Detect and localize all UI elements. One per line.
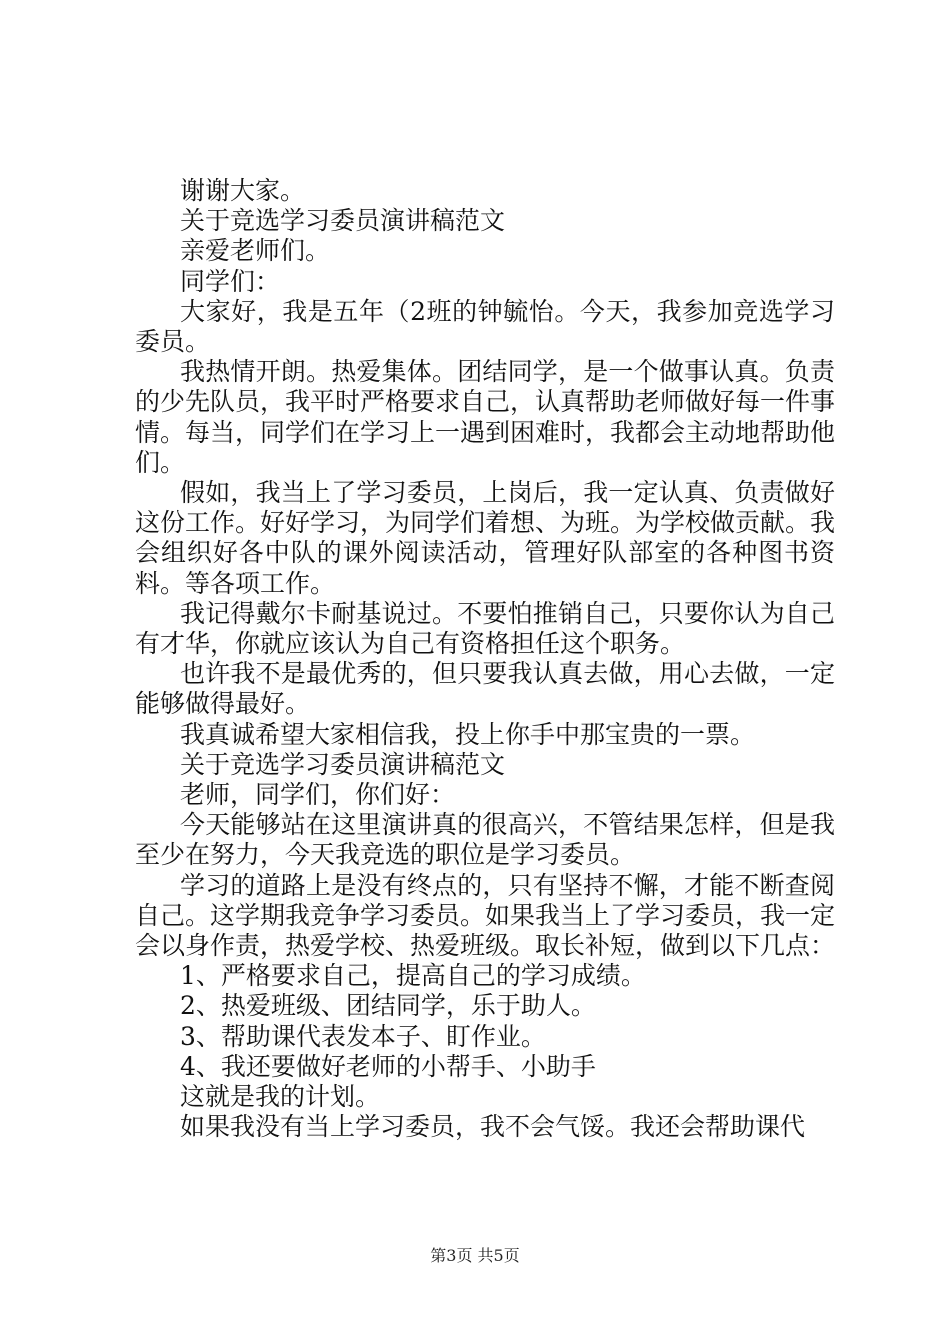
paragraph: 如果我没有当上学习委员，我不会气馁。我还会帮助课代 bbox=[180, 1112, 806, 1142]
paragraph: 这就是我的计划。 bbox=[180, 1082, 381, 1112]
paragraph: 今天能够站在这里演讲真的很高兴，不管结果怎样，但是我至少在努力，今天我竞选的职位是学习委员。 bbox=[135, 810, 835, 870]
greeting: 同学们： bbox=[180, 266, 281, 296]
greeting: 亲爱老师们。 bbox=[180, 236, 331, 266]
paragraph: 也许我不是最优秀的，但只要我认真去做，用心去做，一定能够做得最好。 bbox=[135, 659, 835, 719]
list-item: 1、严格要求自己，提高自己的学习成绩。 bbox=[180, 961, 646, 991]
page-number-footer: 第3页 共5页 bbox=[430, 1246, 520, 1265]
paragraph: 大家好，我是五年（2班的钟毓怡。今天，我参加竞选学习委员。 bbox=[135, 296, 835, 357]
document-body bbox=[135, 176, 835, 1143]
section-title: 关于竞选学习委员演讲稿范文 bbox=[180, 749, 506, 779]
list-item: 3、帮助课代表发本子、盯作业。 bbox=[180, 1021, 546, 1051]
paragraph: 谢谢大家。 bbox=[180, 176, 306, 205]
paragraph: 学习的道路上是没有终点的，只有坚持不懈，才能不断查阅自己。这学期我竞争学习委员。如果我当上了学习委员，我一定会以身作责，热爱学校、热爱班级。取长补短，做到以下几点： bbox=[135, 870, 836, 961]
paragraph: 假如，我当上了学习委员，上岗后，我一定认真、负责做好这份工作。好好学习，为同学们着想、为班。为学校做贡献。我会组织好各中队的课外阅读活动，管理好队部室的各种图书资料。等各项工作。 bbox=[135, 478, 836, 598]
paragraph: 我记得戴尔卡耐基说过。不要怕推销自己，只要你认为自己有才华，你就应该认为自己有资格担任这个职务。 bbox=[135, 598, 835, 659]
paragraph: 我真诚希望大家相信我，投上你手中那宝贵的一票。 bbox=[180, 719, 756, 749]
paragraph: 我热情开朗。热爱集体。团结同学，是一个做事认真。负责的少先队员，我平时严格要求自己，认真帮助老师做好每一件事情。每当，同学们在学习上一遇到困难时，我都会主动地帮助他们。 bbox=[135, 357, 836, 477]
section-title: 关于竞选学习委员演讲稿范文 bbox=[180, 206, 506, 236]
list-item: 4、我还要做好老师的小帮手、小助手 bbox=[180, 1051, 596, 1081]
greeting: 老师，同学们，你们好： bbox=[180, 780, 456, 810]
list-item: 2、热爱班级、团结同学，乐于助人。 bbox=[180, 991, 596, 1021]
